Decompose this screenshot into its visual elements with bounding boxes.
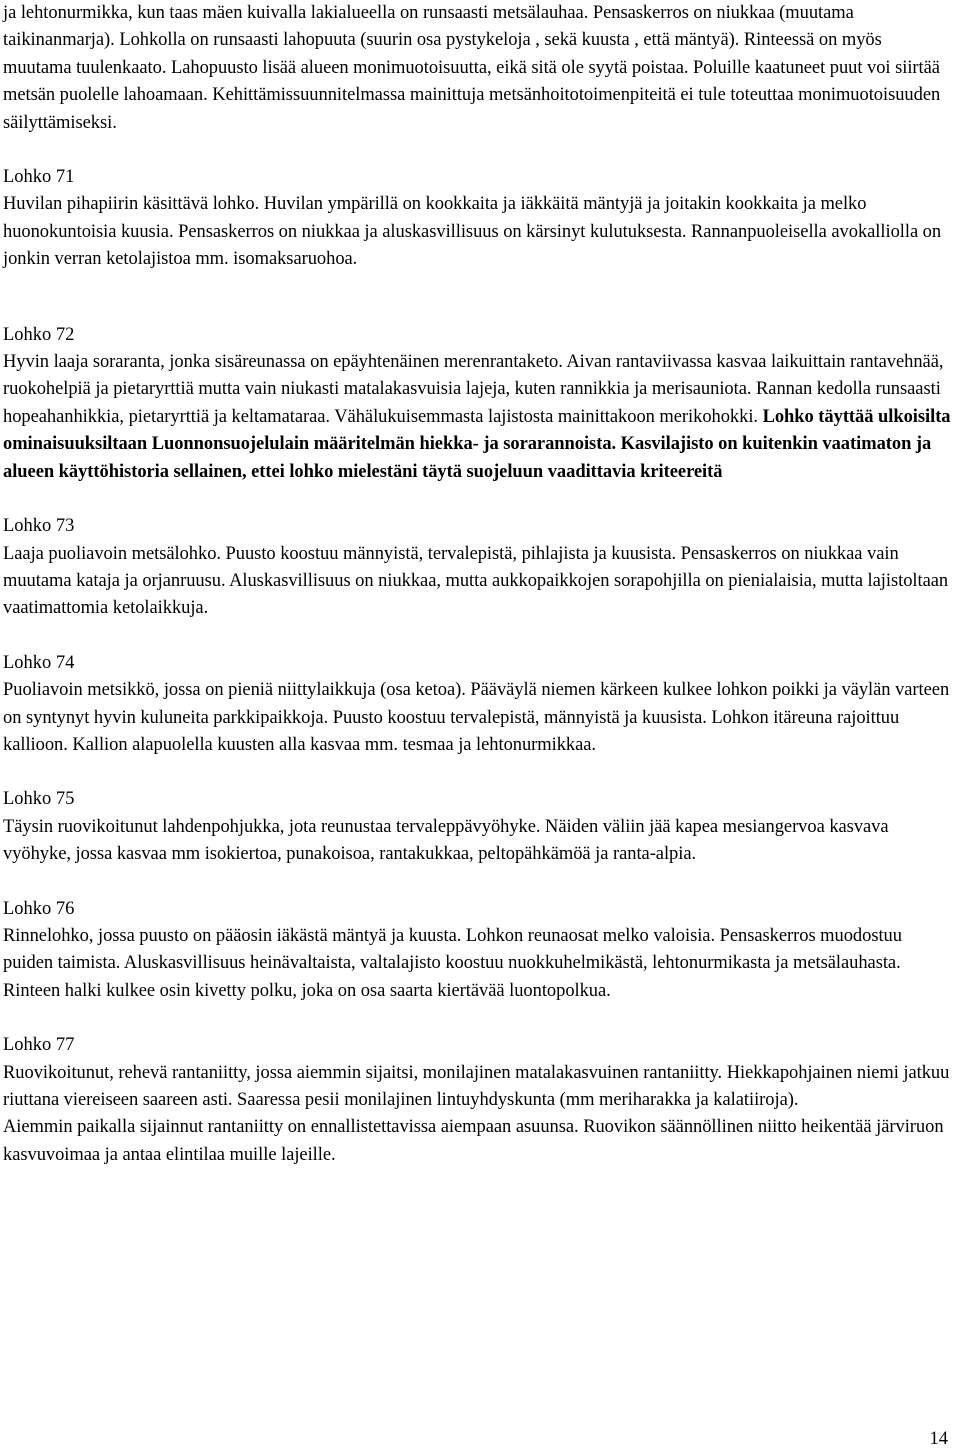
section-lohko-75 [3, 786, 953, 868]
section-text-continued: Aiemmin paikalla sijainnut rantaniitty on ennallistettavissa aiempaan asuunsa. Ruovikon säännöllinen niitto heikentää järviruon kasvuvoimaa ja antaa elintilaa muille lajeille. [3, 1117, 944, 1165]
section-text: Täysin ruovikoitunut lahdenpohjukka, jota reunustaa tervaleppävyöhyke. Näiden väliin jää kapea mesiangervoa kasvava vyöhyke, jossa kasvaa mm isokiertoa, punakoisoa, rantakukkaa, peltopähkämöä ja ranta-alpia. [3, 816, 889, 865]
section-lohko-76 [3, 896, 953, 1006]
section-text: Rinnelohko, jossa puusto on pääosin iäkästä mäntyä ja kuusta. Lohkon reunaosat melko valoisia. Pensaskerros muodostuu puiden taimista. Aluskasvillisuus heinävaltaista, valtalajisto koostuu nuokkuhelmikästä, lehtonurmikasta ja metsälauhasta. Rinteen halki kulkee osin kivetty polku, joka on osa saarta kiertävää luontopolkua. [3, 925, 902, 1001]
section-lohko-74 [3, 650, 953, 760]
section-heading: Lohko 75 [3, 789, 75, 810]
section-text-plain: Hyvin laaja soraranta, jonka sisäreunassa on epäyhtenäinen merenrantaketo. Aivan rantaviivassa kasvaa laikuittain rantavehnää, ruokohelpiä ja pietaryrttiä mutta vain niukasti matalakasvuisia lajeja, kuten rannikkia ja merisauniota. Rannan kedolla runsaasti hopeahanhikkia, pietaryrttiä ja keltamataraa. Vähälukuisemmasta lajistosta mainittakoon merikohokki. [3, 352, 944, 427]
section-text-bold: Lohko täyttää ulkoisilta ominaisuuksiltaan Luonnonsuojelulain määritelmän hiekka- ja sorarannoista. Kasvilajisto on kuitenkin vaatimaton ja alueen käyttöhistoria sellainen, ettei lohko mielestäni täytä suojeluun vaadittavia kriteereitä [3, 406, 951, 482]
section-text [3, 349, 953, 486]
section-lohko-71 [3, 164, 953, 274]
section-heading: Lohko 73 [3, 516, 75, 537]
section-heading: Lohko 77 [3, 1035, 75, 1056]
section-text: Puoliavoin metsikkö, jossa on pieniä niittylaikkuja (osa ketoa). Pääväylä niemen kärkeen kulkee lohkon poikki ja väylän varteen on syntynyt hyvin kuluneita parkkipaikkoja. Puusto koostuu tervalepistä, männyistä ja kuusista. Lohkon itäreuna rajoittuu kallioon. Kallion alapuolella kuusten alla kasvaa mm. tesmaa ja lehtonurmikkaa. [3, 680, 950, 755]
page-number: 14 [929, 1429, 948, 1449]
section-lohko-73 [3, 513, 953, 623]
section-heading: Lohko 74 [3, 652, 75, 673]
intro-paragraph: ja lehtonurmikka, kun taas mäen kuivalla lakialueella on runsaasti metsälauhaa. Pensaskerros on niukkaa (muutama taikinanmarja). Lohkolla on runsaasti lahopuuta (suurin osa pystykeloja , sekä kuusta , että mäntyä). Rinteessä on myös muutama tuulenkaato. Lahopuusto lisää alueen monimuotoisuutta, eikä sitä ole syytä poistaa. Poluille kaatuneet puut voi siirtää metsän puolelle lahoamaan. Kehittämissuunnitelmassa mainittuja metsänhoitotoimenpiteitä ei tule toteuttaa monimuotoisuuden säilyttämiseksi. [3, 3, 941, 133]
section-heading: Lohko 76 [3, 898, 75, 919]
section-text: Laaja puoliavoin metsälohko. Puusto koostuu männyistä, tervalepistä, pihlajista ja kuusista. Pensaskerros on niukkaa vain muutama kataja ja orjanruusu. Aluskasvillisuus on niukkaa, mutta aukkopaikkojen sorapohjilla on pienialaisia, mutta lajistoltaan vaatimattomia ketolaikkuja. [3, 543, 949, 619]
section-heading: Lohko 72 [3, 324, 75, 345]
document-page [3, 0, 953, 1169]
section-text: Ruovikoitunut, rehevä rantaniitty, jossa aiemmin sijaitsi, monilajinen matalakasvuinen rantaniitty. Hiekkapohjainen niemi jatkuu riuttana viereiseen saareen asti. Saaressa pesii monilajinen lintuyhdyskunta (mm meriharakka ja kalatiiroja). [3, 1062, 950, 1110]
section-text: Huvilan pihapiirin käsittävä lohko. Huvilan ympärillä on kookkaita ja iäkkäitä mäntyjä ja joitakin kookkaita ja melko huonokuntoisia kuusia. Pensaskerros on niukkaa ja aluskasvillisuus on kärsinyt kulutuksesta. Rannanpuoleisella avokalliolla on jonkin verran ketolajistoa mm. isomaksaruohoa. [3, 194, 942, 270]
section-lohko-77 [3, 1032, 953, 1169]
section-heading: Lohko 71 [3, 167, 75, 188]
section-lohko-72 [3, 322, 953, 486]
